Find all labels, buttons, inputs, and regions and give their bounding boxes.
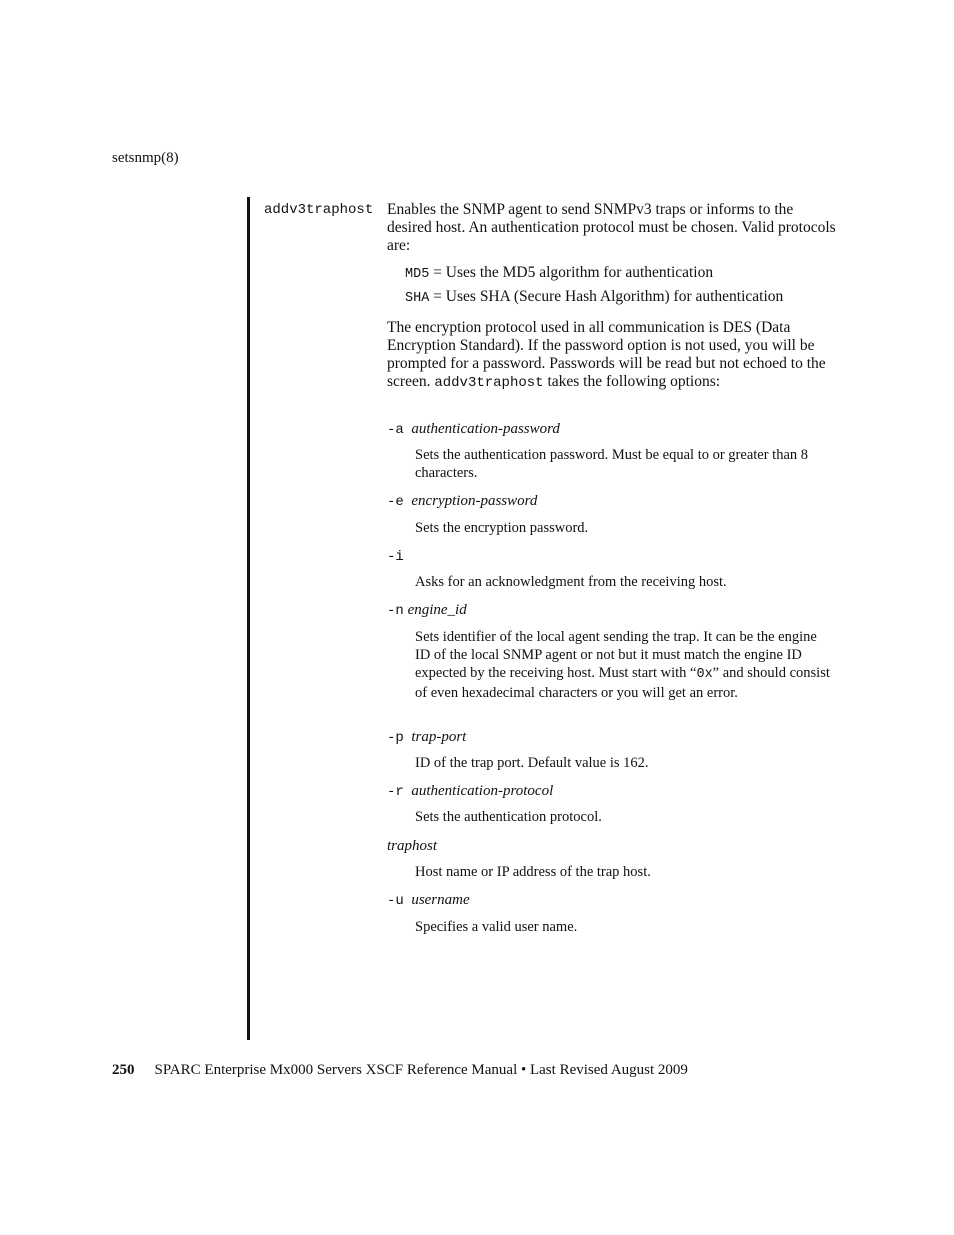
option-i [387,548,404,565]
option-n-description [415,628,835,702]
protocol-text: = Uses SHA (Secure Hash Algorithm) for authentication [429,288,784,305]
option-flag: -e [387,494,404,510]
protocol-md5 [405,264,845,284]
option-p [387,729,466,746]
option-flag: -p [387,730,404,746]
protocol-code: SHA [405,291,430,306]
option-n-desc-pre: Sets identifier of the local agent sending the trap. It can be the engine ID of the local SNMP agent or not but it must match the engine ID expected by the receiving host. Must start with “ [415,629,817,681]
option-arg: engine_id [407,602,467,618]
option-p-description: ID of the trap port. Default value is 162. [415,755,649,771]
operand-traphost-description: Host name or IP address of the trap host. [415,864,651,880]
option-i-description: Asks for an acknowledgment from the receiving host. [415,574,727,590]
option-flag: -i [387,549,404,565]
option-flag: -r [387,784,404,800]
page-number: 250 [112,1062,135,1078]
option-flag: -u [387,893,404,909]
protocol-sha [405,288,845,308]
option-n-desc-code: 0x [696,667,713,682]
running-head: setsnmp(8) [112,150,179,166]
option-n [387,602,467,619]
encryption-text: The encryption protocol used in all communication is DES (Data Encryption Standard). If the password option is not used, you will be prompted for a password. Passwords will be read but not echoed to the screen. [387,319,826,390]
inline-command: addv3traphost [434,375,544,391]
change-bar [247,197,250,1040]
option-r [387,783,553,800]
encryption-paragraph [387,319,835,392]
option-arg: trap-port [411,729,467,745]
command-term: addv3traphost [264,202,374,218]
option-a [387,421,560,438]
option-e [387,493,537,510]
option-e-description: Sets the encryption password. [415,520,589,536]
option-arg: encryption-password [411,493,538,509]
footer-text: SPARC Enterprise Mx000 Servers XSCF Reference Manual • Last Revised August 2009 [154,1062,688,1078]
page-footer [112,1062,688,1079]
encryption-tail: takes the following options: [543,373,721,390]
option-flag: -n [387,603,404,619]
operand-traphost [387,838,437,855]
option-u-description: Specifies a valid user name. [415,919,578,935]
option-a-description: Sets the authentication password. Must be equal to or greater than 8 characters. [415,447,809,481]
protocol-code: MD5 [405,267,430,282]
operand-name: traphost [387,838,438,854]
protocol-text: = Uses the MD5 algorithm for authentication [429,264,714,281]
option-arg: username [411,892,470,908]
option-arg: authentication-protocol [411,783,554,799]
option-u [387,892,470,909]
option-n-desc-post: ” and should consist of even hexadecimal characters or you will get an error. [415,665,830,701]
option-r-description: Sets the authentication protocol. [415,809,602,825]
option-flag: -a [387,422,404,438]
option-arg: authentication-password [411,421,560,437]
intro-paragraph: Enables the SNMP agent to send SNMPv3 traps or informs to the desired host. An authentication protocol must be chosen. Valid protocols are: [387,201,836,254]
